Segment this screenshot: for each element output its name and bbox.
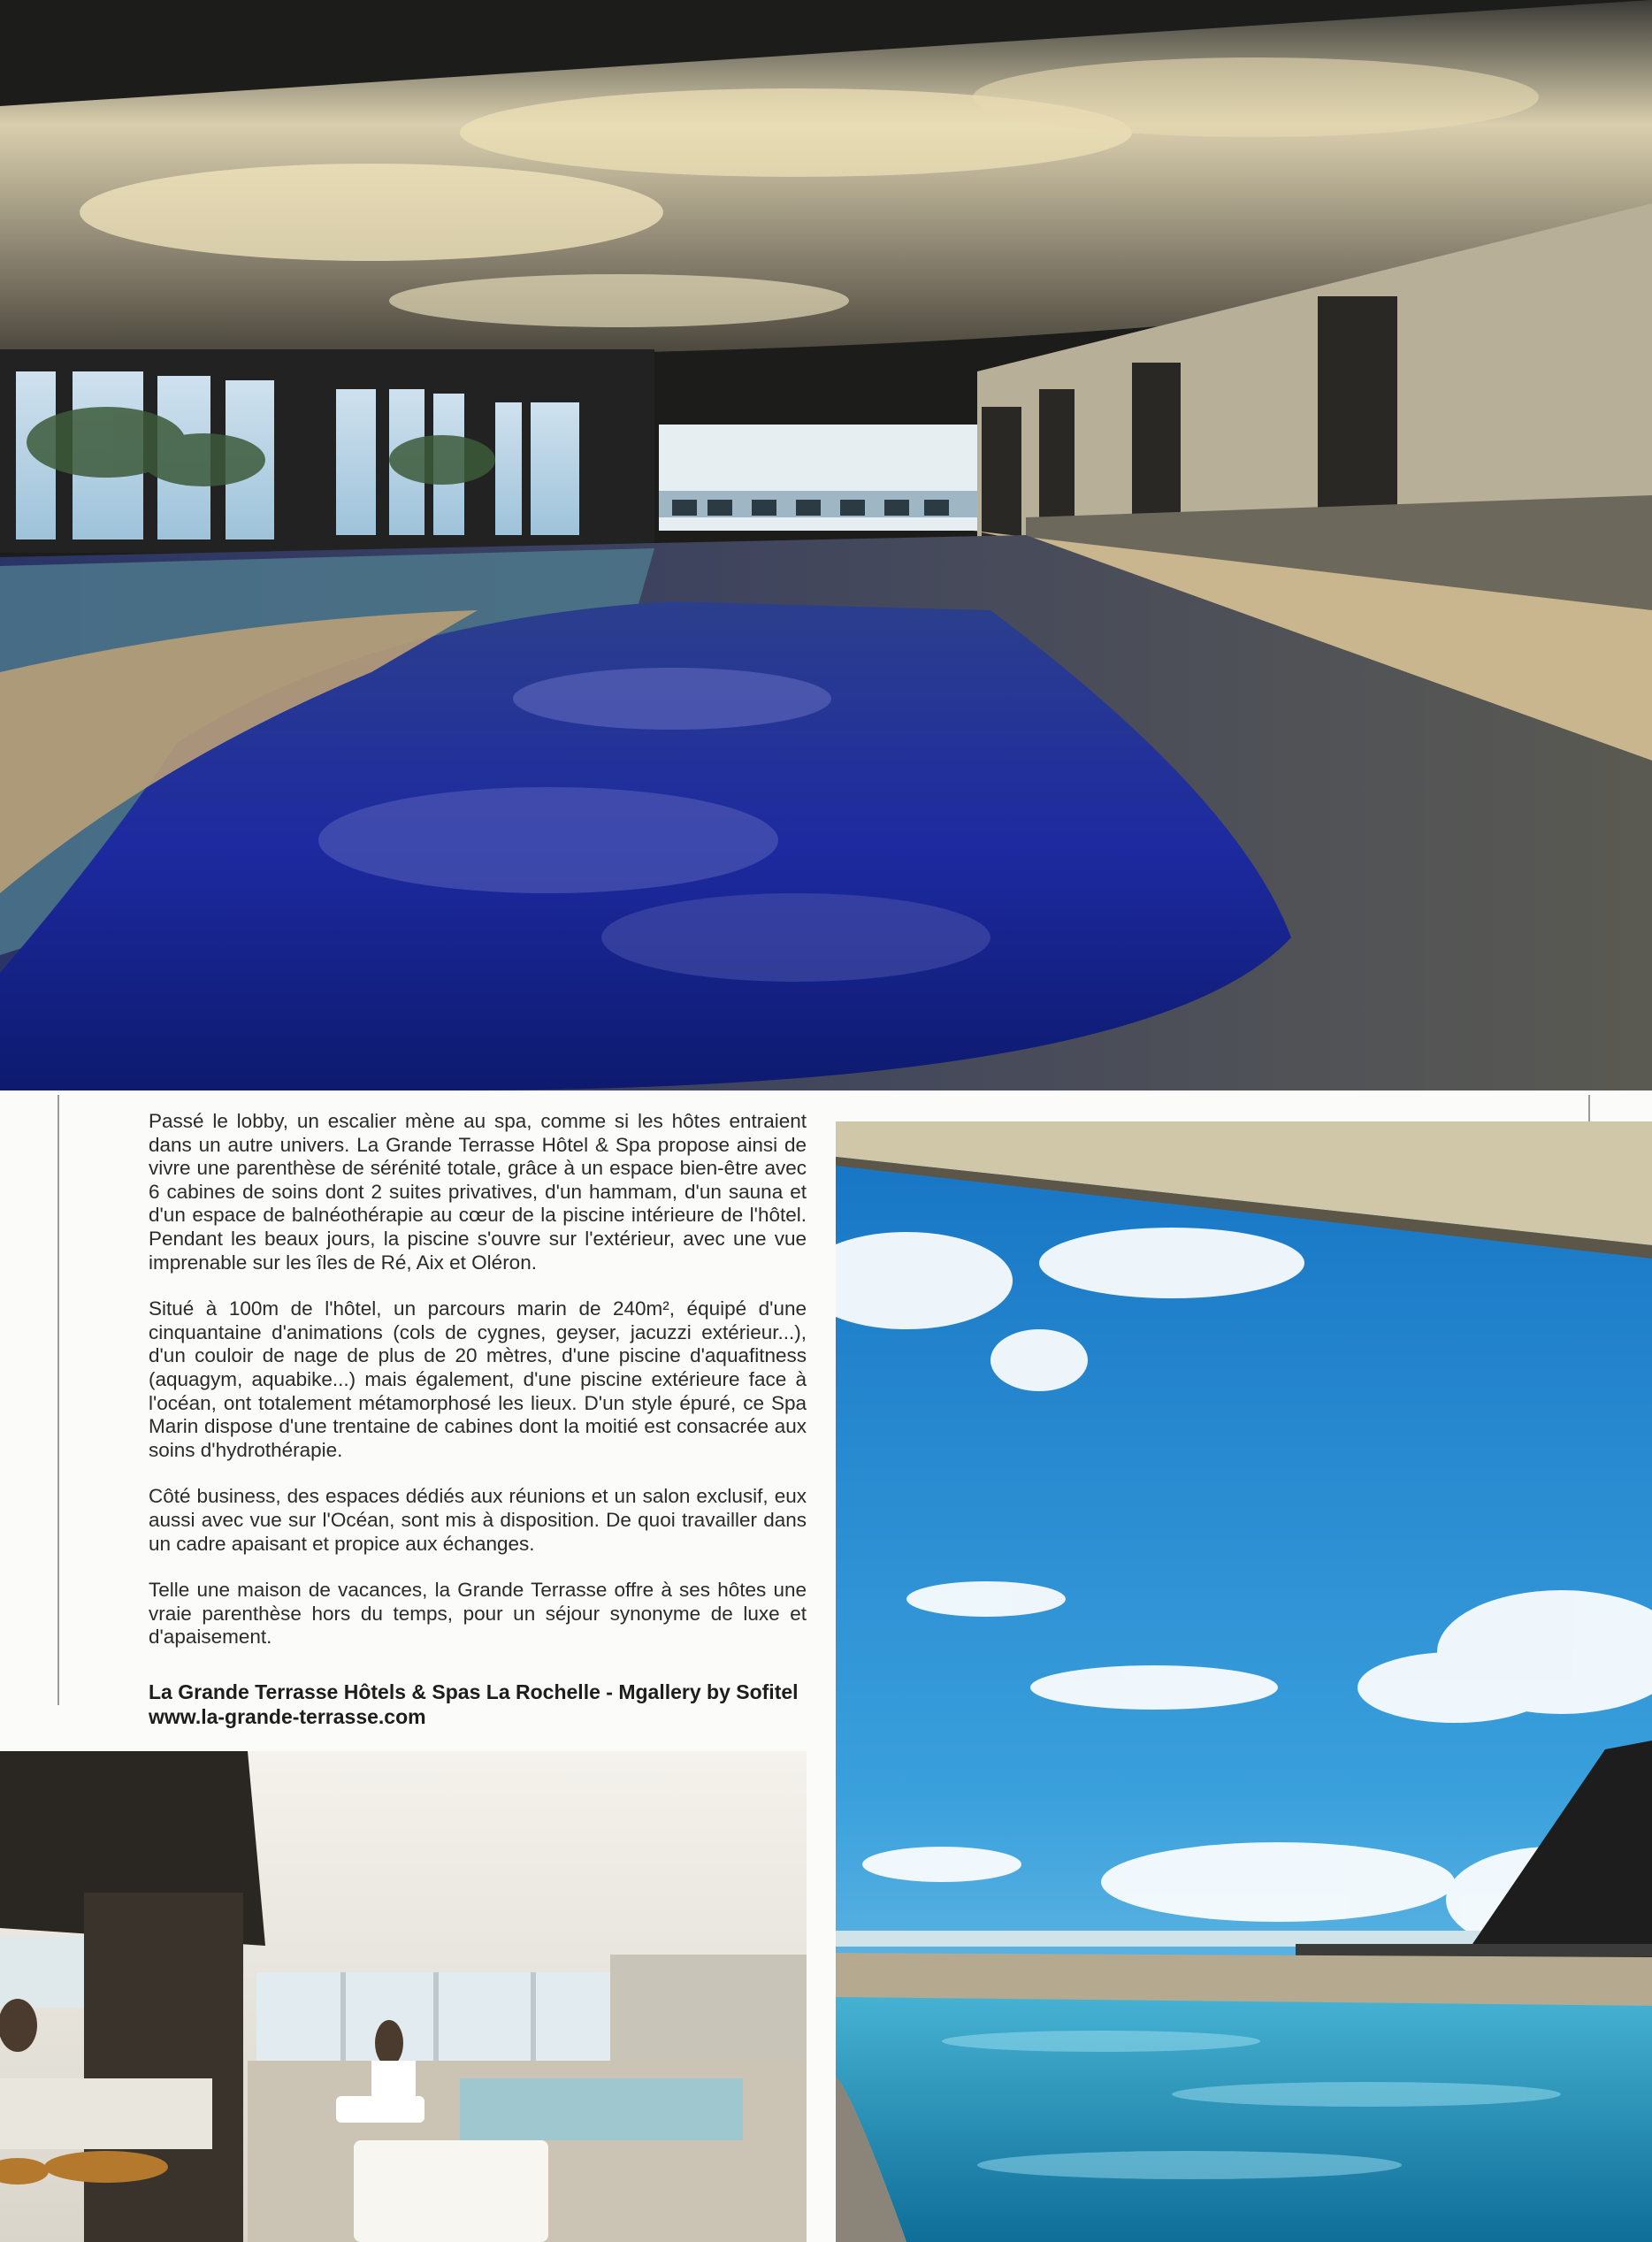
credit-url[interactable]: www.la-grande-terrasse.com <box>149 1705 426 1728</box>
outdoor-pool-photo <box>836 1121 1652 2242</box>
article-paragraph: Passé le lobby, un escalier mène au spa, comme si les hôtes entraient dans un autre univers. La Grande Terrasse Hôtel & Spa propose ainsi de vivre une parenthèse de sérénité totale, grâce à un espace bien-être avec 6 cabines de soins dont 2 suites privatives, d'un hammam, d'un sauna et d'un espace de balnéothérapie au cœur de la piscine intérieure de l'hôtel. Pendant les beaux jours, la piscine s'ouvre sur l'extérieur, avec une vue imprenable sur les îles de Ré, Aix et Oléron. <box>149 1110 807 1274</box>
indoor-pool-photo <box>0 0 1652 1090</box>
divider-line <box>1588 1095 1590 1121</box>
article-credits <box>149 1680 821 1729</box>
divider-line <box>57 1095 59 1705</box>
spa-room-photo <box>0 1751 807 2242</box>
article-paragraph: Situé à 100m de l'hôtel, un parcours marin de 240m², équipé d'une cinquantaine d'animations (cols de cygnes, geyser, jacuzzi extérieur...), d'un couloir de nage de plus de 20 mètres, d'une piscine d'aquafitness (aquagym, aquabike...) mais également, d'une piscine extérieure face à l'océan, ont totalement métamorphosé les lieux. D'un style épuré, ce Spa Marin dispose d'une trentaine de cabines dont la moitié est consacrée aux soins d'hydrothérapie. <box>149 1297 807 1461</box>
credit-name: La Grande Terrasse Hôtels & Spas La Rochelle - Mgallery by Sofitel <box>149 1680 799 1703</box>
article-paragraph: Telle une maison de vacances, la Grande Terrasse offre à ses hôtes une vraie parenthèse hors du temps, pour un séjour synonyme de luxe et d'apaisement. <box>149 1579 807 1649</box>
article-body <box>149 1110 807 1672</box>
article-paragraph: Côté business, des espaces dédiés aux réunions et un salon exclusif, eux aussi avec vue sur l'Océan, sont mis à disposition. De quoi travailler dans un cadre apaisant et propice aux échanges. <box>149 1485 807 1555</box>
